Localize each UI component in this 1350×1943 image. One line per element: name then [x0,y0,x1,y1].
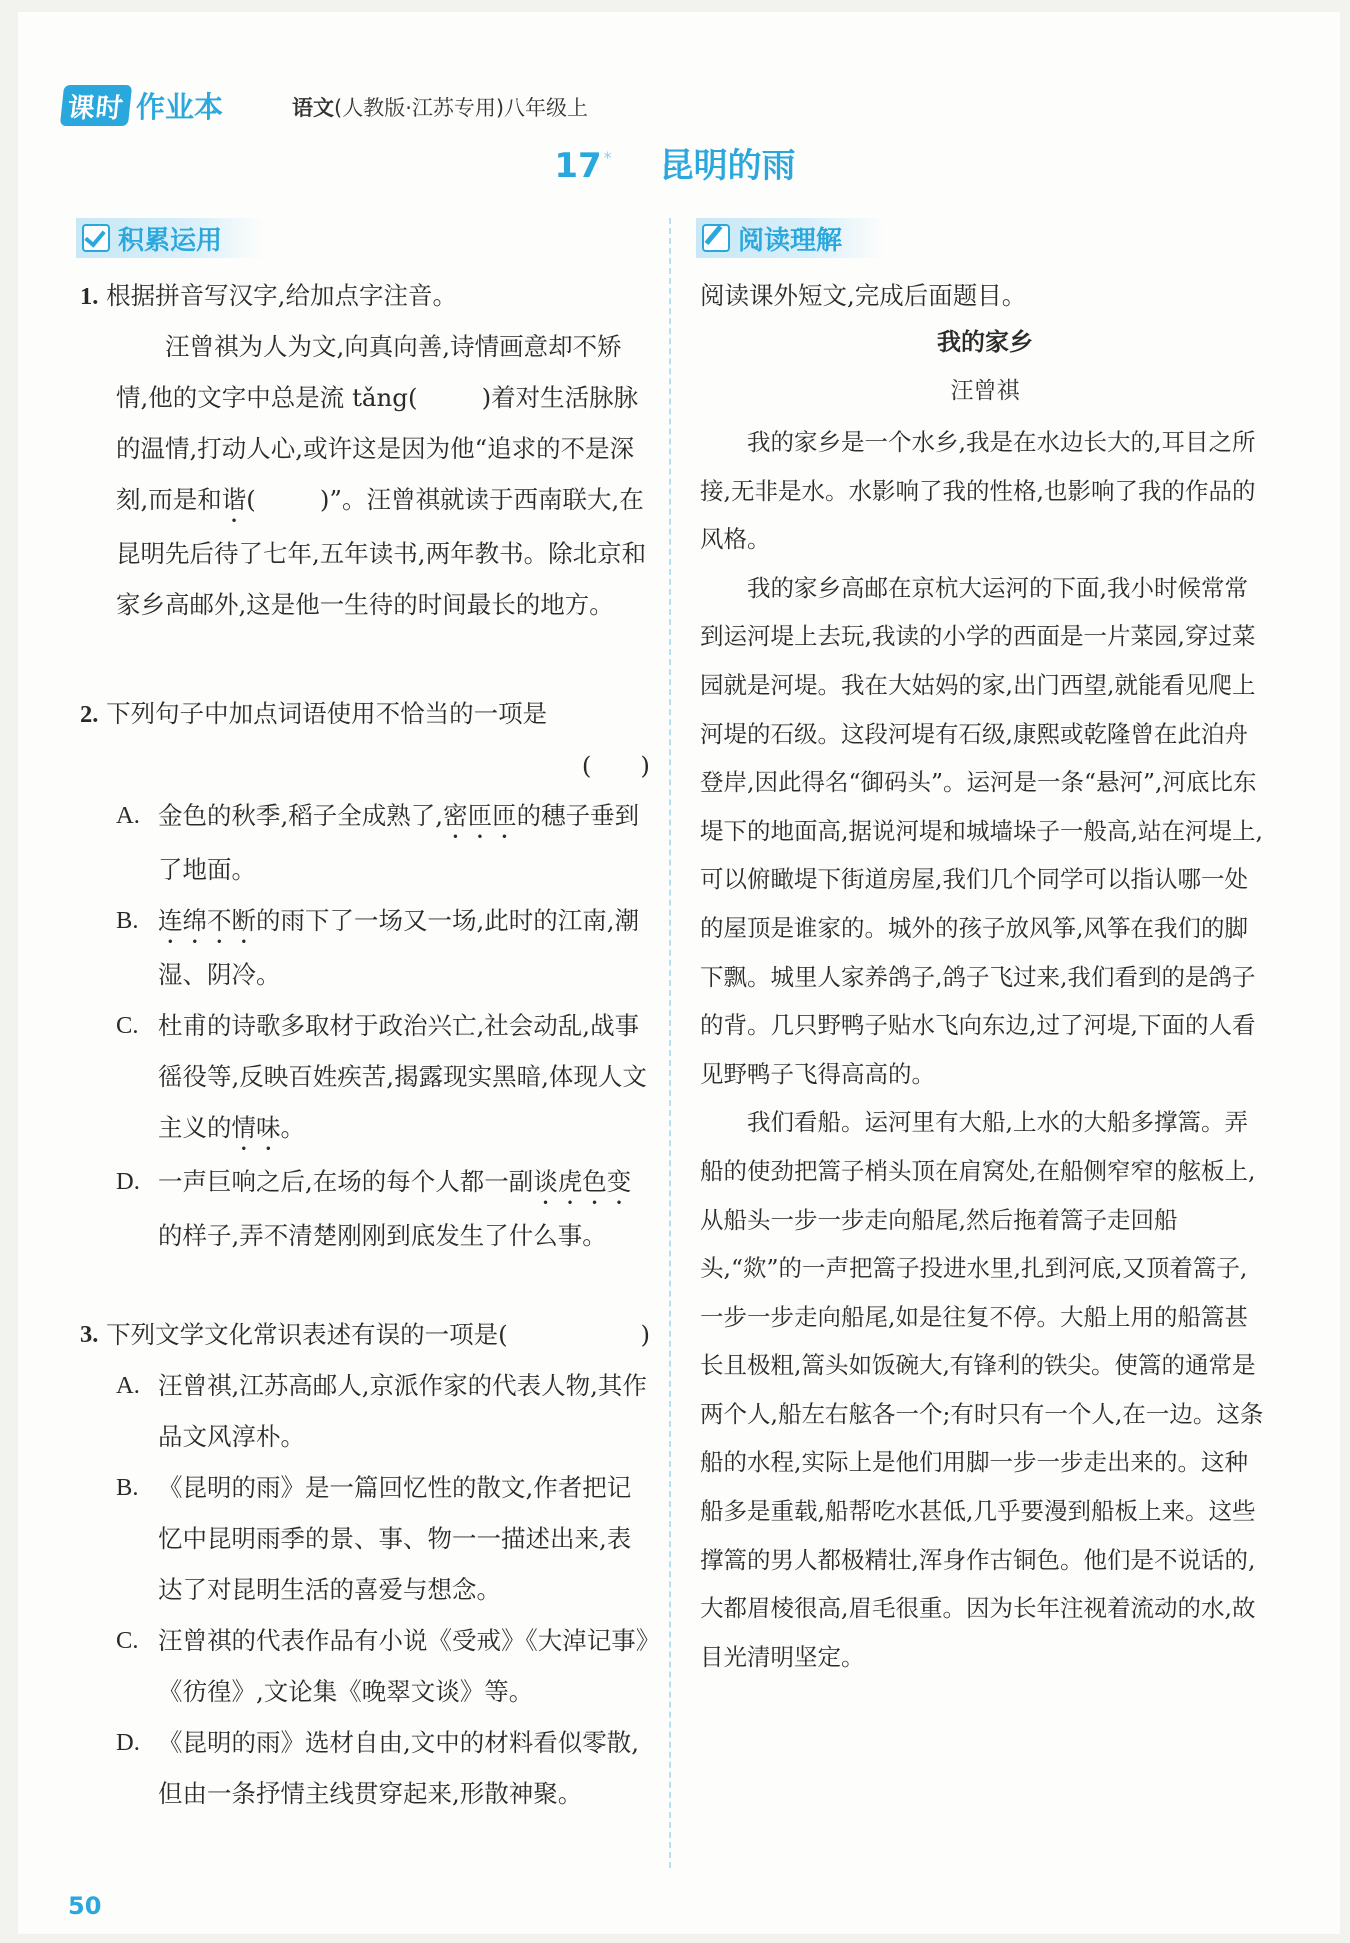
option-b: B. 《昆明的雨》是一篇回忆性的散文,作者把记忆中昆明雨季的景、事、物一一描述出来,表达了对昆明生活的喜爱与想念。 [116,1473,632,1604]
book-logo [62,86,223,124]
question-stem: 下列文学文化常识表述有误的一项是( [106,1320,508,1349]
section-title: 积累运用 [118,225,223,256]
passage-paragraph: 我的家乡高邮在京杭大运河的下面,我小时候常常到运河堤上去玩,我读的小学的西面是一片菜园,穿过菜园就是河堤。我在大姑妈的家,出门西望,就能看见爬上河堤的石级。这段河堤有石级,康熙或乾隆曾在此泊舟登岸,因此得名“御码头”。运河是一条“悬河”,河底比东堤下的地面高,据说河堤和城墙垛子一般高,站在河堤上,可以俯瞰堤下街道房屋,我们几个同学可以指认哪一处的屋顶是谁家的。城外的孩子放风筝,风筝在我们的脚下飘。城里人家养鸽子,鸽子飞过来,我们看到的是鸽子的背。几只野鸭子贴水飞向东边,过了河堤,下面的人看见野鸭子飞得高高的。 [700,573,1263,1088]
passage-title: 我的家乡 [937,328,1033,356]
lesson-number: 17 * [554,146,612,186]
lesson-name: 昆明的雨 [659,146,796,186]
answer-paren: ( ) [581,751,650,780]
option-b: B. 连绵不断的雨下了一场又一场,此时的江南,潮湿、阴冷。 [116,906,640,989]
question-3-options [116,1360,650,1819]
passage-paragraph: 我们看船。运河里有大船,上水的大船多撑篙。弄船的使劲把篙子梢头顶在肩窝处,在船侧窄窄的舷板上,从船头一步一步走向船尾,然后拖着篙子走回船头,“欻”的一声把篙子投进水里,扎到河底,又顶着篙子,一步一步走向船尾,如是往复不停。大船上用的船篙甚长且极粗,篙头如饭碗大,有锋利的铁尖。使篙的通常是两个人,船左右舷各一个;有时只有一个人,在一边。这条船的水程,实际上是他们用脚一步一步走出来的。这种船多是重载,船帮吃水甚低,几乎要漫到船板上来。这些撑篙的男人都极精壮,浑身作古铜色。他们是不说话的,大都眉棱很高,眉毛很重。因为长年注视着流动的水,故目光清明坚定。 [700,1108,1264,1671]
logo-name: 作业本 [136,89,224,124]
section-banner-accumulation [76,218,264,258]
question-2-options [116,790,650,1261]
option-c: C. 汪曾祺的代表作品有小说《受戒》《大淖记事》《彷徨》,文论集《晚翠文谈》等。 [116,1626,648,1706]
section-banner-reading [696,218,884,258]
question-stem: 根据拼音写汉字,给加点字注音。 [106,281,457,310]
column-divider [669,218,671,1868]
question-number: 1. [80,283,99,310]
question-3 [80,1309,650,1360]
reading-intro: 阅读课外短文,完成后面题目。 [700,281,1027,310]
section-title: 阅读理解 [738,225,843,256]
dotted-word: 谈虎色变 [533,1167,632,1196]
dotted-char: 谐 [221,485,247,514]
question-2 [80,688,650,791]
checkbox-icon [82,224,110,252]
passage-paragraph: 我的家乡是一个水乡,我是在水边长大的,耳目之所接,无非是水。水影响了我的性格,也影响了我的作品的风格。 [700,428,1256,554]
dotted-word: 密匝匝 [443,801,517,830]
question-number: 3. [80,1321,99,1348]
passage-body [700,418,1270,1681]
edition: (人教版·江苏专用)八年级上 [334,96,589,120]
logo-badge: 课时 [60,85,132,126]
pencil-icon [702,224,730,252]
page-number: 50 [68,1892,102,1920]
answer-paren-end: ) [640,1320,650,1349]
option-a: A. 汪曾祺,江苏高邮人,京派作家的代表人物,其作品文风淳朴。 [116,1371,647,1451]
question-1 [80,270,650,322]
question-stem: 下列句子中加点词语使用不恰当的一项是 [106,699,548,728]
option-c: C. 杜甫的诗歌多取材于政治兴亡,社会动乱,战事徭役等,反映百姓疾苦,揭露现实黑暗,体现人文主义的情味。 [116,1011,647,1142]
option-d: D. 《昆明的雨》选材自由,文中的材料看似零散,但由一条抒情主线贯穿起来,形散神聚。 [116,1728,640,1808]
lesson-mark: * [603,148,612,167]
option-d: D. 一声巨响之后,在场的每个人都一副谈虎色变的样子,弄不清楚刚刚到底发生了什么事。 [116,1167,632,1250]
dotted-word: 情味 [231,1113,281,1142]
lesson-title [0,138,1350,187]
question-1-passage: 汪曾祺为人为文,向真向善,诗情画意却不矫情,他的文字中总是流 tǎng( )着对生活脉脉的温情,打动人心,或许这是因为他“追求的不是深刻,而是和谐( )”。汪曾祺就读于西南联大,在昆明先后待了七年,五年读书,两年教书。除北京和家乡高邮外,这是他一生待的时间最长的地方。 [116,332,647,619]
dotted-word: 连绵不断 [158,906,256,935]
option-a: A. 金色的秋季,稻子全成熟了,密匝匝的穗子垂到了地面。 [116,801,640,884]
book-info [292,92,588,122]
question-number: 2. [80,701,99,728]
passage-author: 汪曾祺 [950,378,1020,404]
subject: 语文 [292,96,334,120]
